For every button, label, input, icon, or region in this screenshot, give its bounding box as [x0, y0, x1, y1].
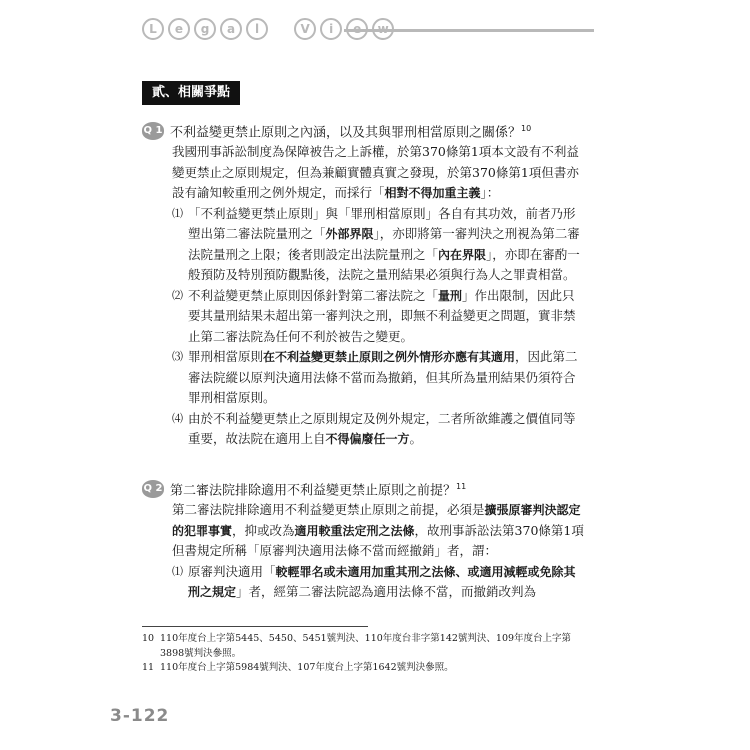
item-text: 由於不利益變更禁止之原則規定及例外規定，二者所欲維護之價值同等重要，故法院在適用上自不得偏廢任一方。: [188, 410, 576, 446]
question-2: [142, 478, 602, 603]
footnote-number: 10: [142, 633, 155, 644]
header-letter: e: [168, 18, 190, 40]
header-word-legal: [142, 18, 268, 40]
item-number: ⑷: [172, 411, 183, 425]
item-text: 原審判決適用「較輕罪名或未適用加重其刑之法條、或適用減輕或免除其刑之規定」者，經第二審法院認為適用法條不當，而撤銷改判為: [188, 563, 576, 599]
section-heading: 貳、相關爭點: [142, 81, 240, 105]
question-title: 第二審法院排除適用不利益變更禁止原則之前提？$^{11}$: [170, 481, 467, 499]
question-2-intro: 第二審法院排除適用不利益變更禁止原則之前提，必須是擴張原審判決認定的犯罪事實，抑或改為適用較重法定刑之法條，故刑事訴訟法第370條第1項但書規定所稱「原審判決適用法條不當而經撤銷」者，謂：: [172, 502, 584, 558]
question-1-intro: 我國刑事訴訟制度為保障被告之上訴權，於第370條第1項本文設有不利益變更禁止之原則規定，但為兼顧實體真實之發現，於第370條第1項但書亦設有諭知較重刑之例外規定，而採行「相對不得加重主義」：: [172, 144, 579, 200]
footnote-divider: [142, 626, 368, 627]
footnote-text: 110年度台上字第5445、5450、5451號判決、110年度台非字第142號判決、109年度台上字第: [160, 633, 572, 644]
question-1-heading: [142, 120, 602, 142]
item-number: ⑵: [172, 288, 183, 302]
question-2-heading: [142, 478, 602, 500]
footnote-number: 11: [142, 662, 155, 673]
list-item: [172, 409, 584, 450]
footnote: [142, 661, 612, 676]
footnote-ref: 11: [456, 481, 467, 491]
item-number: ⑴: [172, 564, 183, 578]
question-badge: Q 2: [142, 480, 164, 498]
item-number: ⑶: [172, 350, 183, 363]
header-letter: i: [320, 18, 342, 40]
list-item: [172, 286, 584, 348]
list-item: [172, 204, 584, 286]
footnote-text-continued: 3898號判決參照。: [160, 647, 242, 659]
header-rule: [344, 29, 594, 32]
header-letter: V: [294, 18, 316, 40]
page-number: 3-122: [110, 706, 170, 726]
footnote: [142, 632, 612, 647]
header-letter: a: [220, 18, 242, 40]
running-header: [142, 18, 662, 44]
list-item: [172, 562, 584, 603]
header-letter: l: [246, 18, 268, 40]
header-letter: g: [194, 18, 216, 40]
footnote-text: 110年度台上字第5984號判決、107年度台上字第1642號判決參照。: [160, 662, 454, 673]
list-item: [172, 347, 584, 409]
item-text: 「不利益變更禁止原則」與「罪刑相當原則」各自有其功效，前者乃形塑出第二審法院量刑之「外部界限」，亦即將第一審判決之刑視為第二審法院量刑之上限；後者則設定出法院量刑之「內在界限」，亦即在審酌一般預防及特別預防觀點後，法院之量刑結果必須與行為人之罪責相當。: [188, 205, 580, 282]
question-1: [142, 120, 602, 450]
item-text: 罪刑相當原則在不利益變更禁止原則之例外情形亦應有其適用，因此第二審法院縱以原判決適用法條不當而為撤銷，但其所為量刑結果仍須符合罪刑相當原則。: [188, 349, 578, 405]
question-badge: Q 1: [142, 122, 164, 140]
header-letter: L: [142, 18, 164, 40]
footnotes: [142, 632, 612, 676]
question-title: 不利益變更禁止原則之內涵，以及其與罪刑相當原則之關係？$^{10}$: [170, 123, 532, 141]
footnote-ref: 10: [521, 123, 532, 133]
item-number: ⑴: [172, 206, 183, 220]
item-text: 不利益變更禁止原則因係針對第二審法院之「量刑」作出限制，因此只要其量刑結果未超出第一審判決之刑，即無不利益變更之問題，實非禁止第二審法院為任何不利於被告之變更。: [188, 287, 576, 344]
